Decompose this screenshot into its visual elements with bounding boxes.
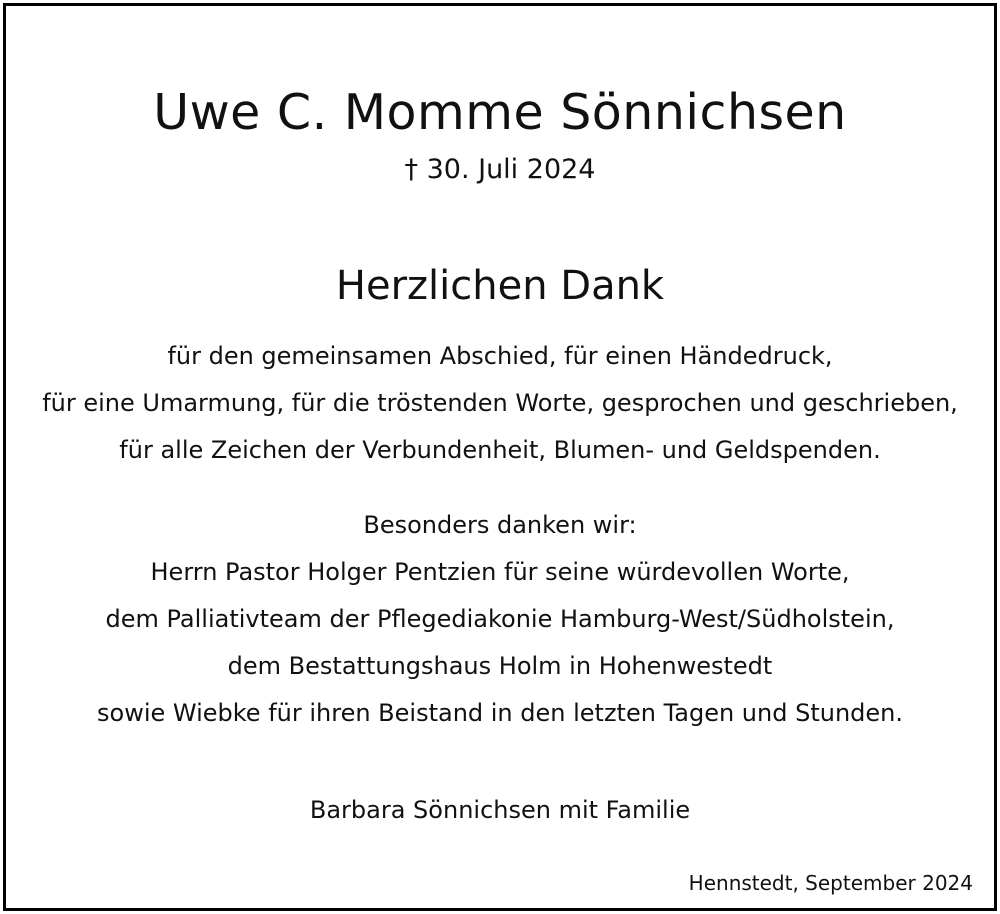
deceased-name: Uwe C. Momme Sönnichsen — [153, 84, 847, 141]
special-thanks-line: sowie Wiebke für ihren Beistand in den letzten Tagen und Stunden. — [97, 699, 903, 727]
special-thanks-paragraph — [6, 502, 994, 737]
special-thanks-line: Herrn Pastor Holger Pentzien für seine würdevollen Worte, — [150, 558, 850, 586]
special-thanks-line: dem Bestattungshaus Holm in Hohenwestedt — [227, 652, 773, 680]
thanks-paragraph — [6, 333, 994, 474]
obituary-frame — [3, 3, 997, 911]
special-thanks-line: Besonders danken wir: — [363, 511, 637, 539]
signature: Barbara Sönnichsen mit Familie — [309, 796, 691, 824]
special-thanks-line: dem Palliativteam der Pflegediakonie Hamburg-West/Südholstein, — [105, 605, 895, 633]
thanks-heading: Herzlichen Dank — [335, 263, 665, 309]
thanks-line: für alle Zeichen der Verbundenheit, Blumen- und Geldspenden. — [119, 436, 881, 464]
death-date: † 30. Juli 2024 — [404, 154, 596, 185]
thanks-line: für eine Umarmung, für die tröstenden Worte, gesprochen und geschrieben, — [42, 389, 958, 417]
place-and-date: Hennstedt, September 2024 — [688, 871, 973, 895]
thanks-line: für den gemeinsamen Abschied, für einen Händedruck, — [167, 342, 833, 370]
